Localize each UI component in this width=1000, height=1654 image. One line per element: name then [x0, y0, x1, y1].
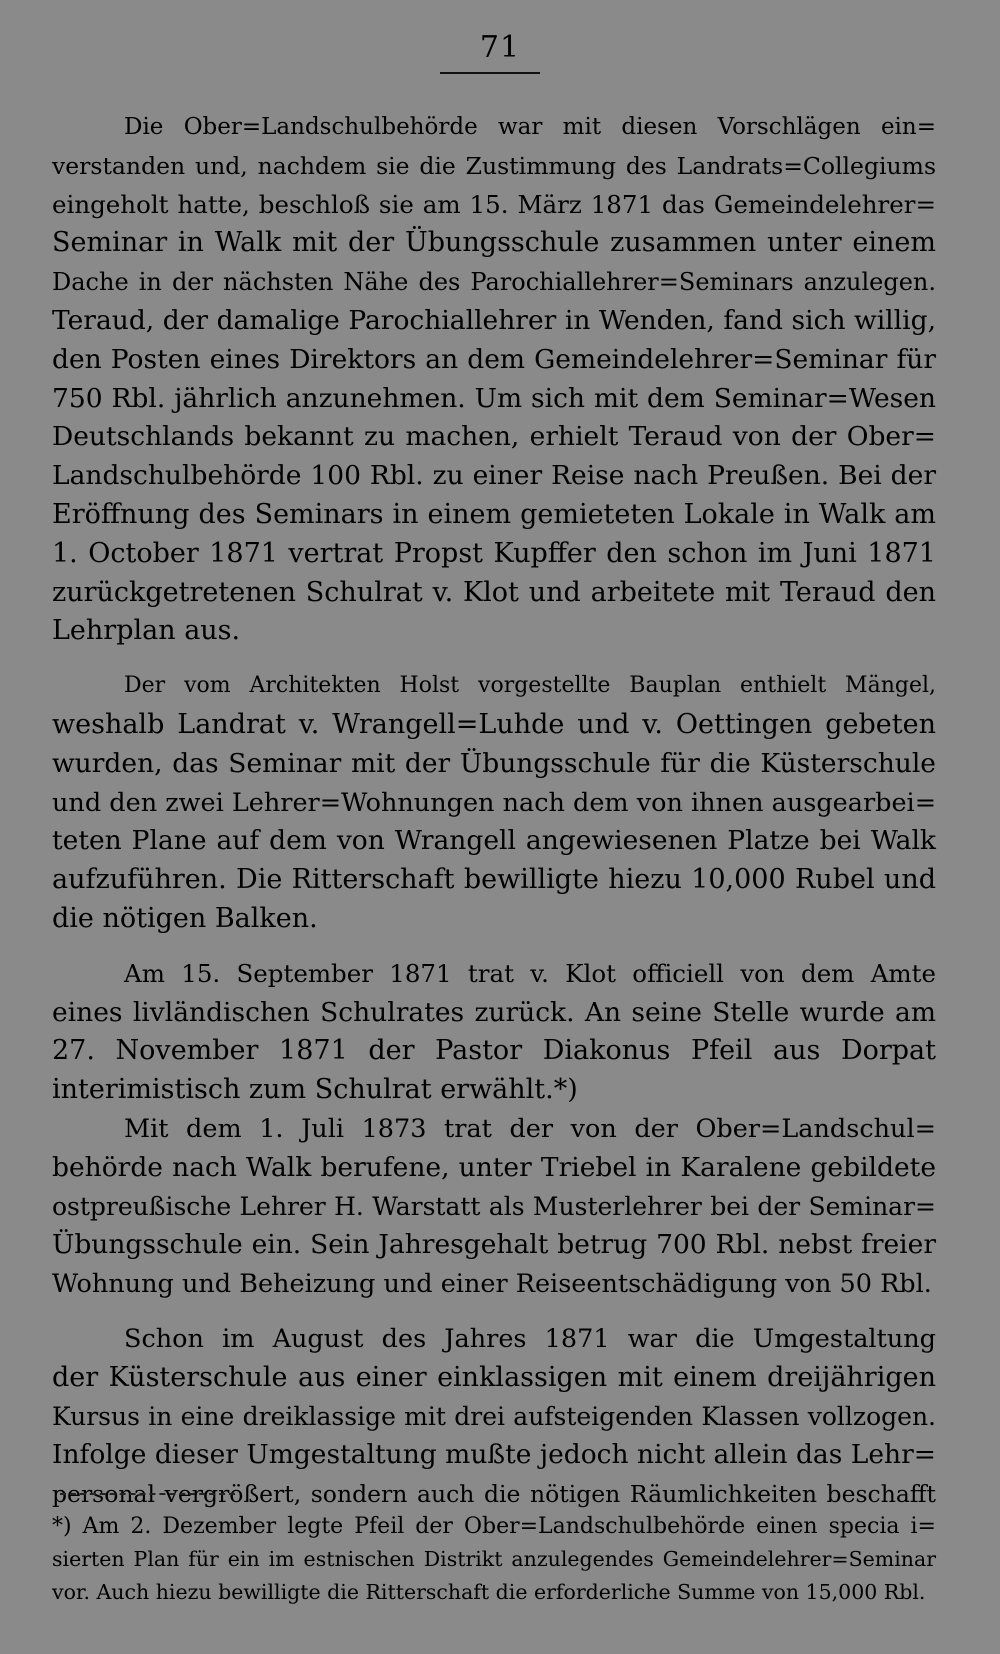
paragraph-1 [52, 108, 936, 651]
text-line: weshalb Landrat v. Wrangell=Luhde und v. Oettingen gebeten [52, 708, 936, 740]
footnote-line: vor. Auch hiezu bewilligte die Ritterschaft die erforderliche Summe von 15,000 Rbl. [52, 1580, 926, 1604]
text-line: Seminar in Walk mit der Übungsschule zusammen unter einem [52, 227, 936, 259]
text-line: Die Ober=Landschulbehörde war mit diesen Vorschlägen ein= [124, 114, 936, 140]
text-line: Übungsschule ein. Sein Jahresgehalt betrug 700 Rbl. nebst freier [52, 1229, 936, 1261]
paragraph-5 [52, 1320, 936, 1514]
body-text [52, 108, 936, 1514]
text-line: interimistisch zum Schulrat erwählt.*) [52, 1074, 578, 1106]
page-number-rule [440, 72, 540, 74]
footnote [52, 1510, 936, 1609]
text-line: Infolge dieser Umgestaltung mußte jedoch nicht allein das Lehr= [52, 1439, 936, 1471]
paragraph-gap [52, 651, 936, 667]
paragraph-3 [52, 955, 936, 1110]
text-line: Mit dem 1. Juli 1873 trat der von der Ober=Landschul= [124, 1113, 936, 1144]
text-line: eines livländischen Schulrates zurück. An seine Stelle wurde am [52, 996, 936, 1028]
page-number: 71 [479, 30, 521, 65]
text-line: und den zwei Lehrer=Wohnungen nach dem von ihnen ausgearbei= [52, 787, 937, 818]
text-line: Teraud, der damalige Parochiallehrer in Wenden, fand sich willig, [52, 304, 936, 336]
text-line: Dache in der nächsten Nähe des Parochiallehrer=Seminars anzulegen. [52, 268, 936, 297]
text-line: Landschulbehörde 100 Rbl. zu einer Reise nach Preußen. Bei der [52, 460, 936, 492]
text-line: Am 15. September 1871 trat v. Klot officiell von dem Amte [124, 958, 936, 988]
text-line: 1. October 1871 vertrat Propst Kupffer den schon im Juni 1871 [52, 537, 936, 569]
text-line: 27. November 1871 der Pastor Diakonus Pfeil aus Dorpat [52, 1035, 936, 1067]
text-line: Schon im August des Jahres 1871 war die Umgestaltung [124, 1323, 936, 1354]
text-line: Wohnung und Beheizung und einer Reiseentschädigung von 50 Rbl. [52, 1269, 932, 1300]
paragraph-gap [52, 1304, 936, 1320]
paragraph-4 [52, 1110, 936, 1304]
text-line: Eröffnung des Seminars in einem gemieteten Lokale in Walk am [52, 498, 936, 530]
text-line: die nötigen Balken. [52, 902, 318, 934]
text-line: wurden, das Seminar mit der Übungsschule für die Küsterschule [52, 747, 936, 779]
text-line: ostpreußische Lehrer H. Warstatt als Musterlehrer bei der Seminar= [52, 1191, 936, 1221]
text-line: der Küsterschule aus einer einklassigen mit einem dreijährigen [52, 1361, 936, 1393]
text-line: zurückgetretenen Schulrat v. Klot und arbeitete mit Teraud den [52, 576, 936, 608]
text-line: Kursus in eine dreiklassige mit drei aufsteigenden Klassen vollzogen. [52, 1401, 936, 1431]
footnote-line: *) Am 2. Dezember legte Pfeil der Ober=Landschulbehörde einen specia i= [52, 1514, 936, 1539]
paragraph-gap [52, 939, 936, 955]
text-line: eingeholt hatte, beschloß sie am 15. März 1871 das Gemeindelehrer= [52, 189, 936, 219]
paragraph-2 [52, 667, 936, 939]
text-line: verstanden und, nachdem sie die Zustimmung des Landrats=Collegiums [52, 151, 936, 180]
text-line: personal vergrößert, sondern auch die nötigen Räumlichkeiten beschafft [52, 1480, 936, 1509]
text-line: 750 Rbl. jährlich anzunehmen. Um sich mit dem Seminar=Wesen [52, 382, 936, 414]
text-line: behörde nach Walk berufene, unter Triebel in Karalene gebildete [52, 1151, 936, 1183]
text-line: teten Plane auf dem von Wrangell angewiesenen Platze bei Walk [52, 825, 936, 857]
text-line: den Posten eines Direktors an dem Gemeindelehrer=Seminar für [52, 343, 936, 375]
text-line: Deutschlands bekannt zu machen, erhielt Teraud von der Ober= [52, 421, 936, 453]
text-line: aufzuführen. Die Ritterschaft bewilligte hiezu 10,000 Rubel und [52, 864, 936, 896]
footnote-separator [60, 1493, 235, 1495]
text-line: Der vom Architekten Holst vorgestellte Bauplan enthielt Mängel, [124, 673, 936, 699]
footnote-line: sierten Plan für ein im estnischen Distrikt anzulegendes Gemeindelehrer=Seminar [52, 1547, 936, 1571]
text-line: Lehrplan aus. [52, 615, 241, 647]
